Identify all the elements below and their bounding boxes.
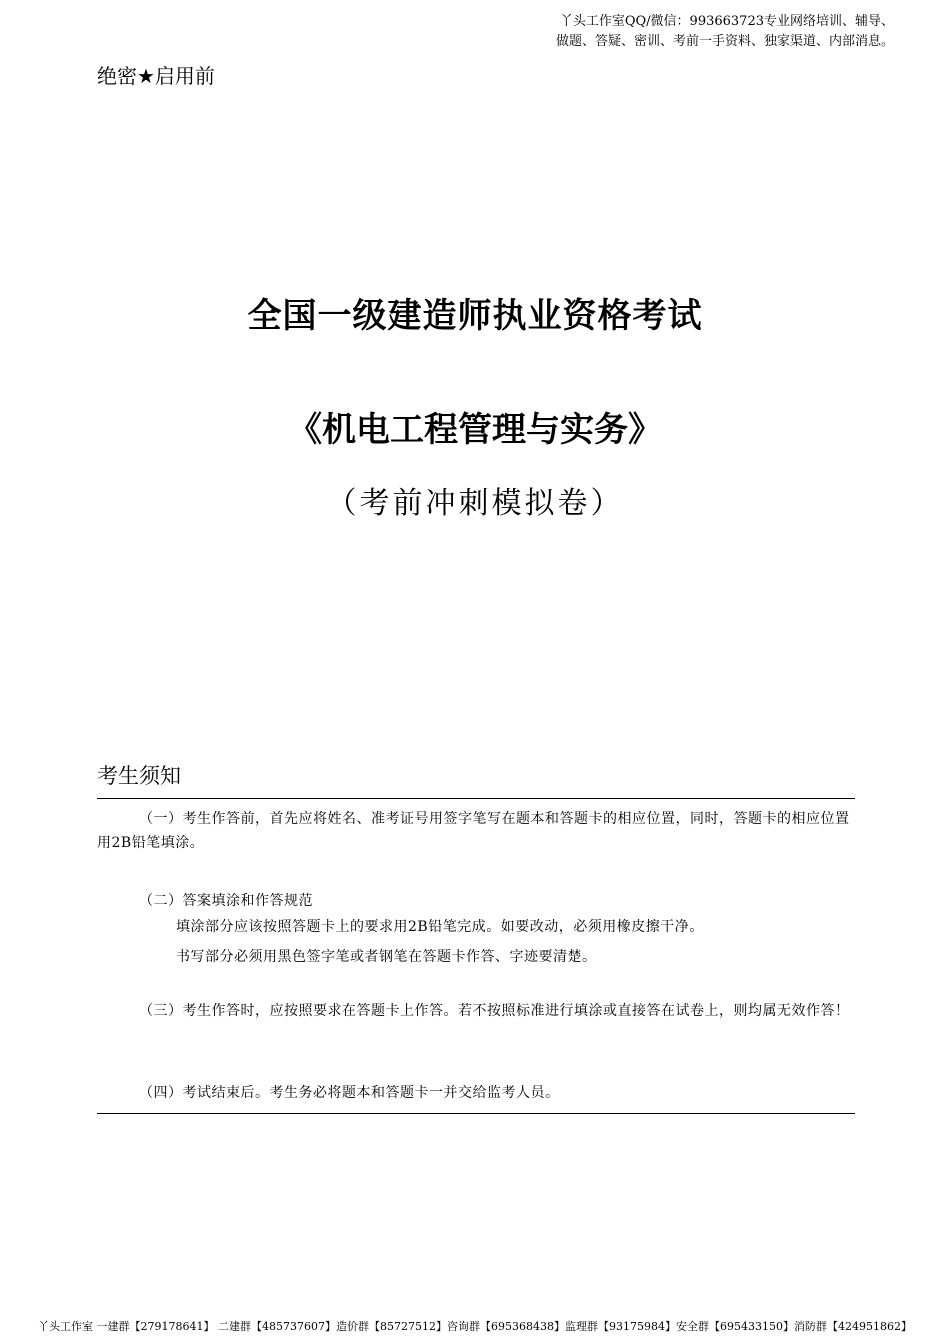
notice-item-2-title: （二）答案填涂和作答规范 [139,893,313,909]
subject-title: 《机电工程管理与实务》 [288,410,662,450]
header-note-line2: 做题、答疑、密训、考前一手资料、独家渠道、内部消息。 [555,34,894,49]
notice-item-3: （三）考生作答时，应按照要求在答题卡上作答。若不按照标准进行填涂或直接答在试卷上，则均属无效作答！ [139,1003,850,1019]
notice-item-2-line-1: 填涂部分应该按照答题卡上的要求用2B铅笔完成。如要改动，必须用橡皮擦干净。 [176,919,704,935]
paper-type: （考前冲刺模拟卷） [326,486,624,521]
header-note [454,12,894,52]
notice-item-1: （一）考生作答前，首先应将姓名、准考证号用签字笔写在题本和答题卡的相应位置，同时，答题卡的相应位置用2B铅笔填涂。 [97,811,850,851]
footer-groups: 丫头工作室 一建群【279178641】 二建群【485737607】造价群【85727512】咨询群【695368438】监理群【93175984】安全群【695433150】消防群【424951862】 [38,1320,912,1333]
header-note-line1: 丫头工作室QQ/微信：993663723专业网络培训、辅导、 [559,14,894,29]
notice-top-rule [97,798,855,799]
notice-bottom-rule [97,1113,855,1114]
secrecy-mark: 绝密★启用前 [97,64,215,88]
exam-title: 全国一级建造师执业资格考试 [247,296,703,336]
notice-item-4: （四）考试结束后。考生务必将题本和答题卡一并交给监考人员。 [139,1085,560,1101]
notice-heading: 考生须知 [97,764,181,788]
notice-item-2-line-2: 书写部分必须用黑色签字笔或者钢笔在答题卡作答、字迹要清楚。 [176,949,597,965]
